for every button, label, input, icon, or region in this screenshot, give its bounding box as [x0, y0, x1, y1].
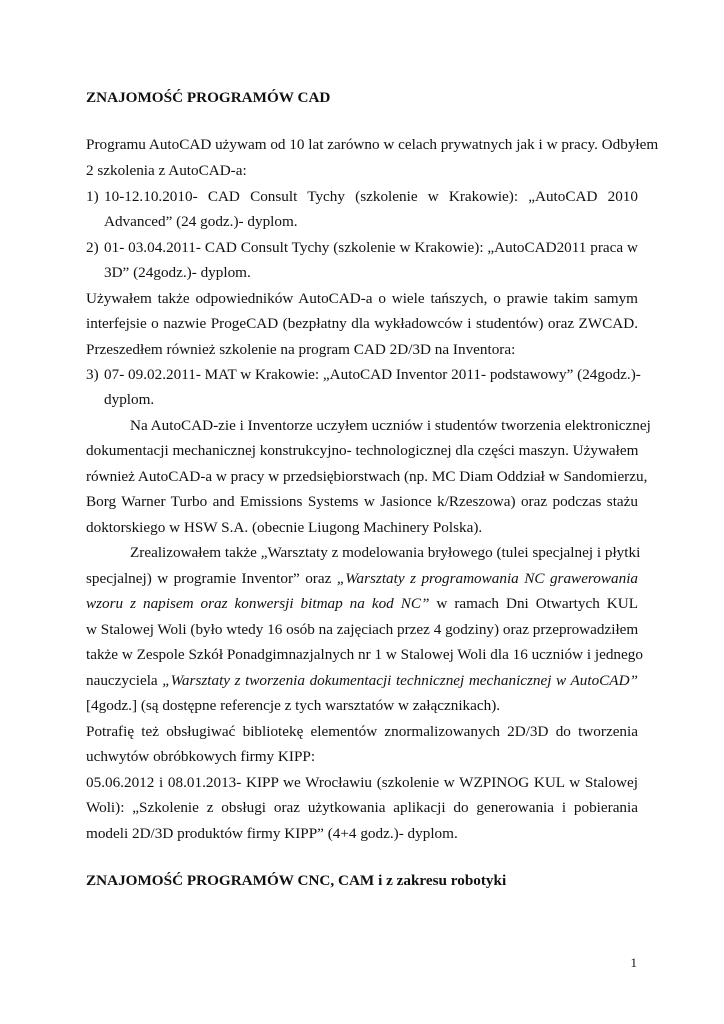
text-run: nauczyciela [86, 672, 163, 689]
paragraph-line: Zrealizowałem także „Warsztaty z modelowania bryłowego (tulei specjalnej i płytki [130, 544, 641, 561]
list-number: 2) [86, 239, 99, 256]
paragraph-line: Borg Warner Turbo and Emissions Systems w Jasionce k/Rzeszowa) oraz podczas stażu [86, 493, 638, 510]
list-item-2-text: 01- 03.04.2011- CAD Consult Tychy (szkolenie w Krakowie): „AutoCAD2011 praca w [104, 239, 638, 256]
list-item-3-text: 07- 09.02.2011- MAT w Krakowie: „AutoCAD Inventor 2011- podstawowy” (24godz.)- [104, 366, 641, 383]
italic-run: „Warsztaty z tworzenia dokumentacji technicznej mechanicznej w AutoCAD” [162, 672, 638, 689]
paragraph-line: również AutoCAD-a w pracy w przedsiębiorstwach (np. MC Diam Oddział w Sandomierzu, [86, 468, 648, 485]
section-heading-cad: ZNAJOMOŚĆ PROGRAMÓW CAD [86, 89, 331, 106]
list-item-2-cont: 3D” (24godz.)- dyplom. [104, 264, 251, 281]
text-line: Przeszedłem również szkolenie na program CAD 2D/3D na Inventora: [86, 341, 516, 358]
paragraph-line: doktorskiego w HSW S.A. (obecnie Liugong Machinery Polska). [86, 519, 483, 536]
list-item-1-cont: Advanced” (24 godz.)- dyplom. [104, 213, 298, 230]
list-number: 1) [86, 188, 99, 205]
page-number: 1 [630, 955, 637, 970]
paragraph-line: także w Zespole Szkół Ponadgimnazjalnych nr 1 w Stalowej Woli dla 16 uczniów i jednego [86, 646, 643, 663]
text-line: Używałem także odpowiedników AutoCAD-a o wiele tańszych, o prawie takim samym [86, 290, 638, 307]
italic-run: wzoru z napisem oraz konwersji bitmap na kod NC” [86, 595, 430, 612]
text-line: 2 szkolenia z AutoCAD-a: [86, 162, 247, 179]
text-run: specjalnej) w programie Inventor” oraz [86, 570, 337, 587]
paragraph-line [86, 594, 638, 613]
paragraph-line: Woli): „Szkolenie z obsługi oraz użytkowania aplikacji do generowania i pobierania [86, 799, 638, 816]
italic-run: „Warsztaty z programowania NC grawerowania [336, 570, 639, 587]
text-line: interfejsie o nazwie ProgeCAD (bezpłatny dla wykładowców i studentów) oraz ZWCAD. [86, 315, 638, 332]
paragraph-line: w Stalowej Woli (było wtedy 16 osób na zajęciach przez 4 godziny) oraz przeprowadziłem [86, 621, 639, 638]
paragraph-line: [4godz.] (są dostępne referencje z tych warsztatów w załącznikach). [86, 697, 501, 714]
paragraph-line: modeli 2D/3D produktów firmy KIPP” (4+4 godz.)- dyplom. [86, 825, 458, 842]
paragraph-line: Potrafię też obsługiwać bibliotekę elementów znormalizowanych 2D/3D do tworzenia [86, 723, 638, 740]
paragraph-line: Na AutoCAD-zie i Inventorze uczyłem uczniów i studentów tworzenia elektronicznej [130, 417, 651, 434]
paragraph-line [86, 671, 638, 690]
list-number: 3) [86, 366, 99, 383]
list-item-3-cont: dyplom. [104, 391, 155, 408]
paragraph-line [86, 569, 638, 588]
text-run: w ramach Dni Otwartych KUL [429, 595, 638, 612]
paragraph-line: uchwytów obróbkowych firmy KIPP: [86, 748, 316, 765]
text-line: Programu AutoCAD używam od 10 lat zarówno w celach prywatnych jak i w pracy. Odbyłem [86, 136, 659, 153]
paragraph-line: dokumentacji mechanicznej konstrukcyjno- technologicznej dla części maszyn. Używałem [86, 442, 639, 459]
paragraph-line: 05.06.2012 i 08.01.2013- KIPP we Wrocławiu (szkolenie w WZPINOG KUL w Stalowej [86, 774, 638, 791]
section-heading-cnc: ZNAJOMOŚĆ PROGRAMÓW CNC, CAM i z zakresu robotyki [86, 872, 507, 889]
list-item-1-text: 10-12.10.2010- CAD Consult Tychy (szkolenie w Krakowie): „AutoCAD 2010 [104, 188, 638, 205]
